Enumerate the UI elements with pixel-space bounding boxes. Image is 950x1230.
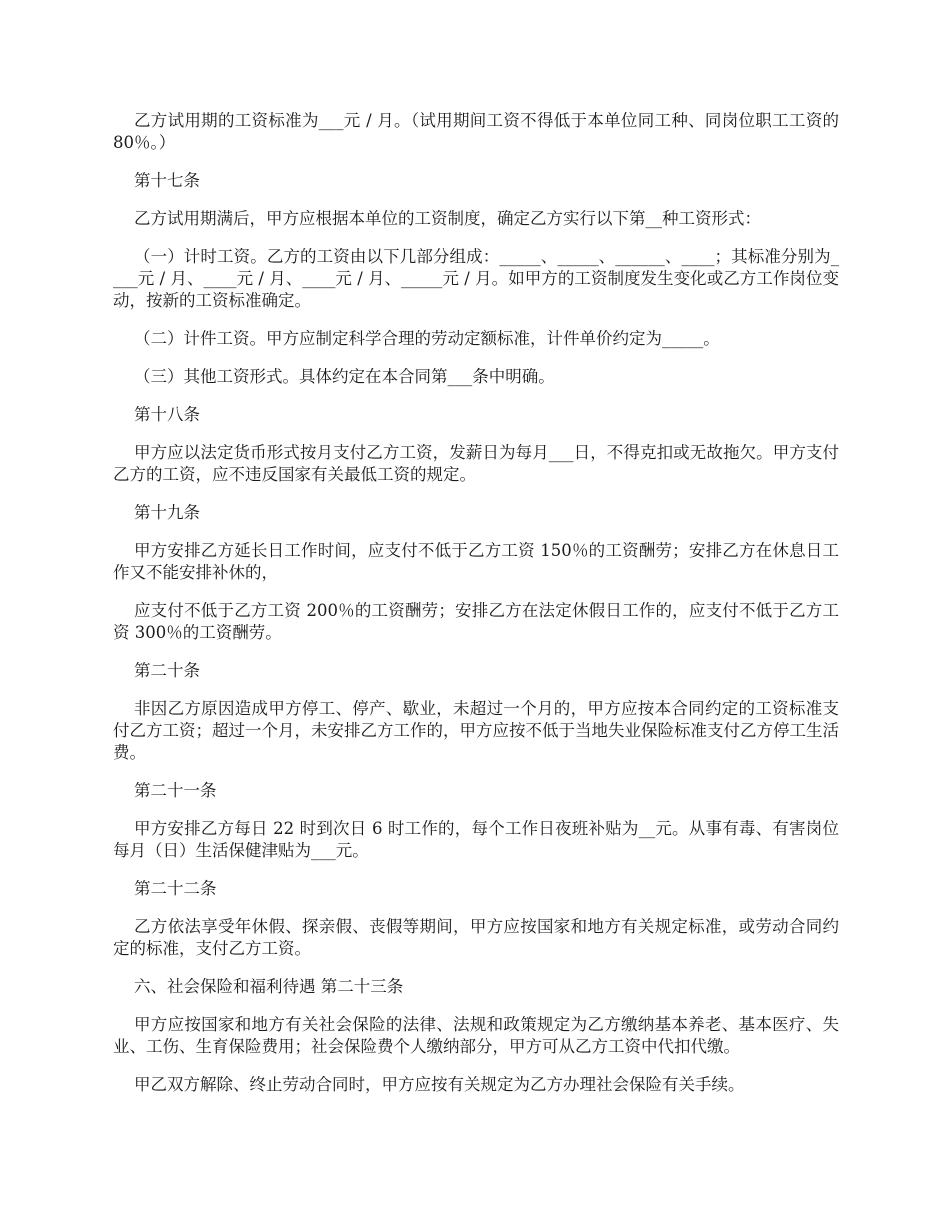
- paragraph-probation-wage: 乙方试用期的工资标准为___元 / 月。（试用期间工资不得低于本单位同工种、同岗位职工工资的 80％。）: [113, 111, 845, 152]
- article-heading-21: 第二十一条: [133, 781, 217, 800]
- paragraph-payday: 甲方应以法定货币形式按月支付乙方工资，发薪日为每月___日，不得克扣或无故拖欠。甲方支付乙方的工资，应不违反国家有关最低工资的规定。: [113, 443, 839, 484]
- paragraph-insurance-procedures: 甲乙双方解除、终止劳动合同时，甲方应按有关规定为乙方办理社会保险有关手续。: [133, 1075, 745, 1094]
- paragraph-insurance-contribution: 甲方应按国家和地方有关社会保险的法律、法规和政策规定为乙方缴纳基本养老、基本医疗、失业、工伤、生育保险费用；社会保险费个人缴纳部分，甲方可从乙方工资中代扣代缴。: [113, 1015, 839, 1056]
- paragraph-night-shift: 甲方安排乙方每日 22 时到次日 6 时工作的，每个工作日夜班补贴为__元。从事有毒、有害岗位每月（日）生活保健津贴为___元。: [113, 819, 839, 860]
- article-heading-22: 第二十二条: [133, 879, 217, 898]
- paragraph-overtime-pay: 甲方安排乙方延长日工作时间，应支付不低于乙方工资 150％的工资酬劳；安排乙方在休息日工作又不能安排补休的，: [113, 541, 839, 582]
- paragraph-work-stoppage: 非因乙方原因造成甲方停工、停产、歇业，未超过一个月的，甲方应按本合同约定的工资标准支付乙方工资；超过一个月，未安排乙方工作的，甲方应按不低于当地失业保险标准支付乙方停工生活费。: [113, 699, 839, 762]
- article-heading-18: 第十八条: [133, 405, 200, 424]
- paragraph-leave-pay: 乙方依法享受年休假、探亲假、丧假等期间，甲方应按国家和地方有关规定标准，或劳动合同约定的标准，支付乙方工资。: [113, 917, 839, 958]
- paragraph-other-wage: （三）其他工资形式。具体约定在本合同第___条中明确。: [133, 367, 555, 386]
- paragraph-holiday-pay: 应支付不低于乙方工资 200％的工资酬劳；安排乙方在法定休假日工作的，应支付不低于乙方工资 300％的工资酬劳。: [113, 601, 839, 642]
- article-heading-17: 第十七条: [133, 171, 200, 190]
- article-heading-20: 第二十条: [133, 661, 200, 680]
- paragraph-time-wage: （一）计时工资。乙方的工资由以下几部分组成：_____、_____、______、____；其标准分别为____元 / 月、____元 / 月、____元 / 月、_____元 / 月。如甲方的工资制度发生变化或乙方工作岗位变动，按新的工资标准确定。: [113, 247, 839, 310]
- article-heading-19: 第十九条: [133, 503, 200, 522]
- paragraph-piece-wage: （二）计件工资。甲方应制定科学合理的劳动定额标准，计件单价约定为_____。: [133, 329, 720, 348]
- section-heading-social-insurance: 六、社会保险和福利待遇 第二十三条: [133, 977, 404, 996]
- document-body: [113, 110, 845, 1112]
- paragraph-wage-form: 乙方试用期满后，甲方应根据本单位的工资制度，确定乙方实行以下第__种工资形式：: [133, 209, 761, 228]
